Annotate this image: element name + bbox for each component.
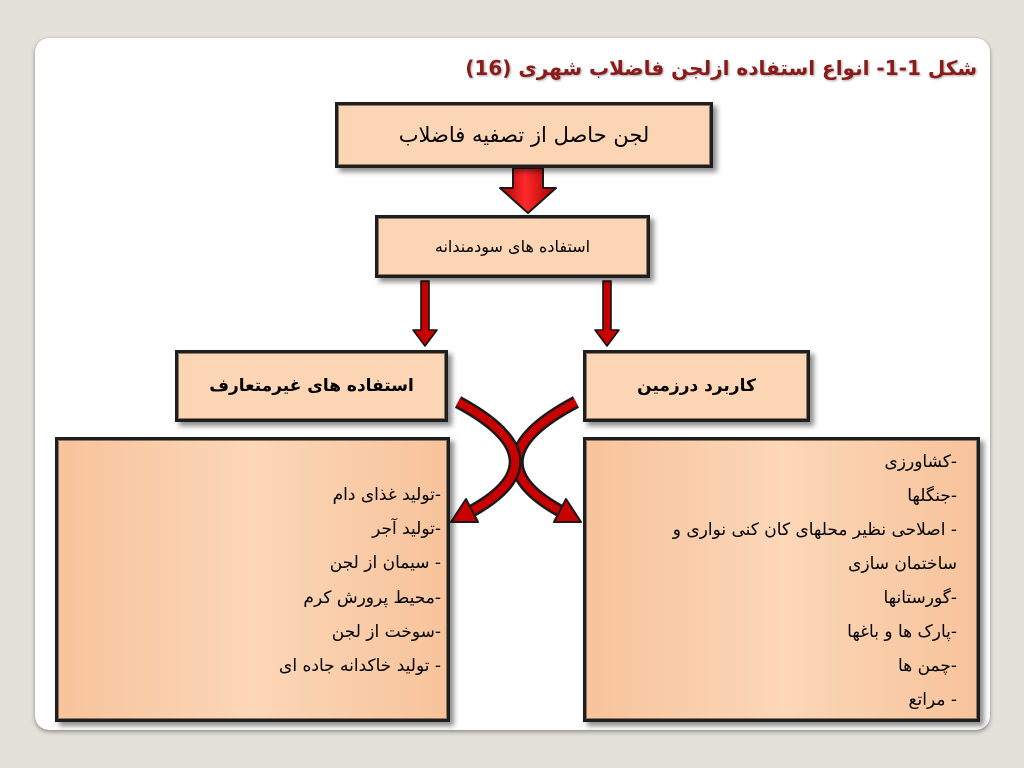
root-node-label: لجن حاصل از تصفیه فاضلاب	[398, 123, 650, 147]
list-item: -محیط پرورش کرم	[303, 587, 441, 608]
down-arrow-right	[595, 281, 619, 346]
unconventional-uses-node	[175, 350, 448, 422]
list-item: -جنگلها	[907, 486, 957, 506]
slide-title: شکل 1-1- انواع استفاده ازلجن فاضلاب شهری (16)	[465, 56, 977, 80]
beneficial-uses-node	[375, 215, 650, 278]
list-item: -گورستانها	[883, 588, 957, 608]
root-node	[335, 102, 713, 168]
list-item: -سوخت از لجن	[331, 621, 441, 642]
curved-arrow-right	[517, 402, 581, 522]
down-arrow-main	[500, 168, 556, 213]
list-item: - مراتع	[908, 690, 957, 710]
land-application-list	[583, 437, 980, 722]
list-item: -پارک ها و باغها	[847, 622, 957, 642]
list-item: - سیمان از لجن	[329, 553, 441, 574]
curved-arrow-left	[451, 402, 515, 522]
list-item: - تولید خاکدانه جاده ای	[279, 655, 441, 676]
unconventional-uses-list	[55, 437, 450, 722]
list-item: -تولید آجر	[372, 519, 441, 540]
land-application-label: کاربرد درزمین	[637, 376, 756, 396]
unconventional-uses-label: استفاده های غیرمتعارف	[209, 376, 414, 396]
land-application-node	[583, 350, 810, 422]
list-item: - اصلاحی نظیر محلهای کان کنی نواری و	[672, 520, 957, 540]
list-item: ساختمان سازی	[848, 554, 957, 574]
list-item: -تولید غذای دام	[332, 485, 441, 505]
list-item: -چمن ها	[898, 656, 957, 676]
down-arrow-left	[413, 281, 437, 346]
list-item: -کشاورزی	[884, 452, 957, 472]
beneficial-uses-label: استفاده های سودمندانه	[434, 237, 591, 256]
